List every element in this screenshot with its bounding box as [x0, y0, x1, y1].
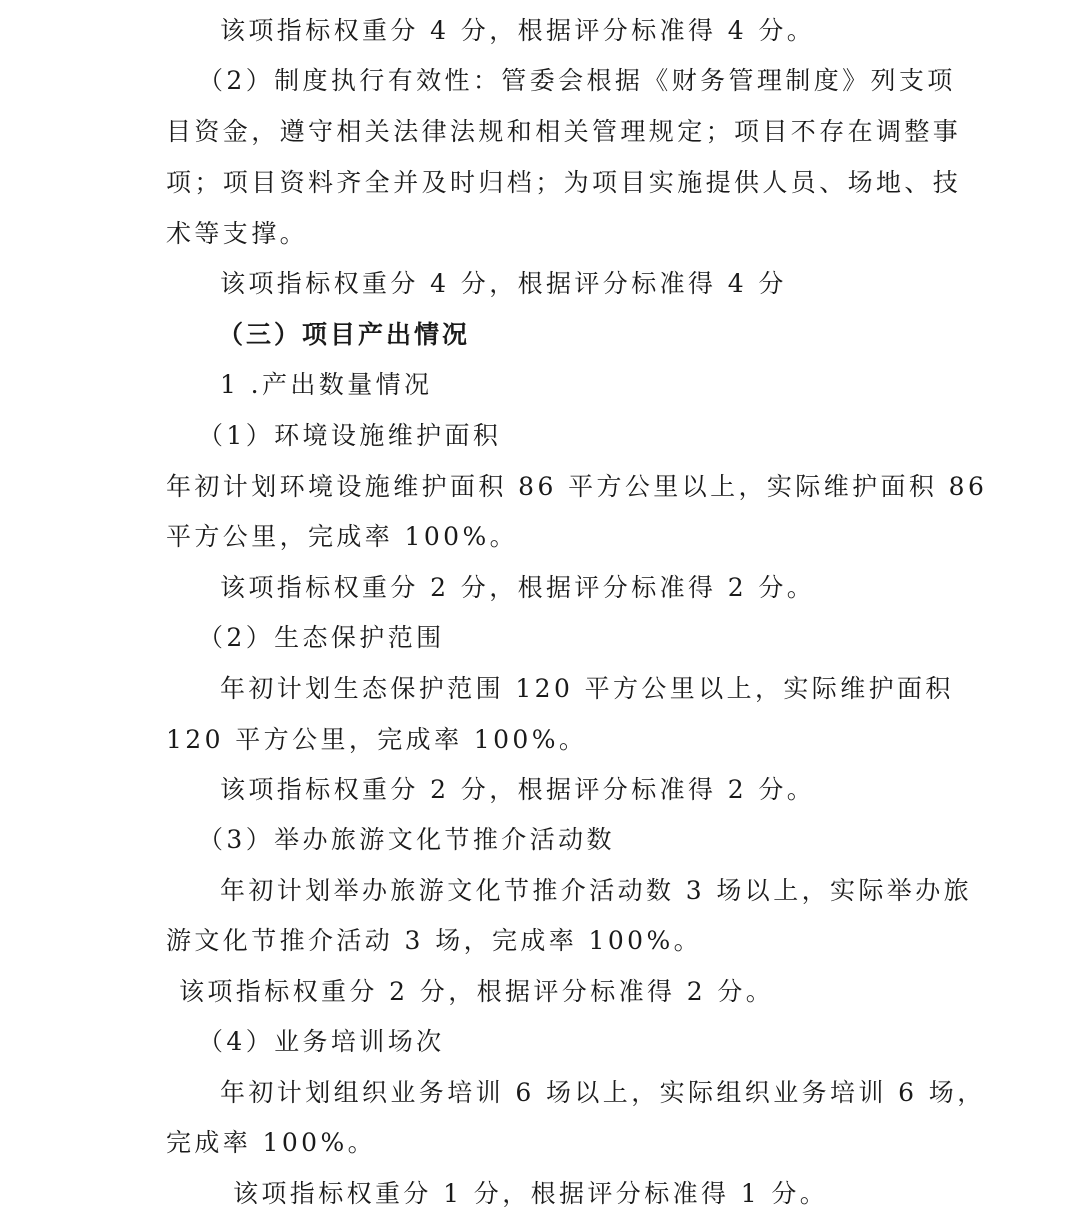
paragraph-line: 术等支撑。: [166, 219, 309, 248]
paragraph-line: 年初计划举办旅游文化节推介活动数 3 场以上，实际举办旅: [220, 876, 973, 905]
paragraph-line: 年初计划组织业务培训 6 场以上，实际组织业务培训 6 场，: [220, 1078, 986, 1107]
paragraph-line: 120 平方公里，完成率 100%。: [166, 725, 588, 754]
paragraph-line: 该项指标权重分 4 分，根据评分标准得 4 分。: [220, 16, 816, 45]
paragraph-line: 该项指标权重分 2 分，根据评分标准得 2 分。: [220, 775, 816, 804]
section-heading: （三）项目产出情况: [218, 320, 471, 349]
item-heading: （4）业务培训场次: [198, 1027, 445, 1056]
paragraph-line: 该项指标权重分 2 分，根据评分标准得 2 分。: [220, 573, 816, 602]
paragraph-line: 完成率 100%。: [166, 1128, 377, 1157]
paragraph-line: 该项指标权重分 4 分，根据评分标准得 4 分: [220, 269, 787, 298]
paragraph-line: 该项指标权重分 1 分，根据评分标准得 1 分。: [233, 1179, 829, 1208]
item-heading: （2）生态保护范围: [198, 623, 445, 652]
item-heading: （1）环境设施维护面积: [198, 421, 502, 450]
paragraph-line: （2）制度执行有效性：管委会根据《财务管理制度》列支项: [198, 66, 956, 95]
item-heading: （3）举办旅游文化节推介活动数: [198, 825, 615, 854]
paragraph-line: 目资金，遵守相关法律法规和相关管理规定；项目不存在调整事: [166, 117, 962, 146]
paragraph-line: 平方公里，完成率 100%。: [166, 522, 519, 551]
paragraph-line: 该项指标权重分 2 分，根据评分标准得 2 分。: [179, 977, 775, 1006]
paragraph-line: 游文化节推介活动 3 场，完成率 100%。: [166, 926, 703, 955]
paragraph-line: 年初计划生态保护范围 120 平方公里以上，实际维护面积: [220, 674, 954, 703]
paragraph-line: 年初计划环境设施维护面积 86 平方公里以上，实际维护面积 86: [166, 472, 988, 501]
subsection-heading: 1 .产出数量情况: [220, 370, 433, 399]
paragraph-line: 项；项目资料齐全并及时归档；为项目实施提供人员、场地、技: [166, 168, 962, 197]
